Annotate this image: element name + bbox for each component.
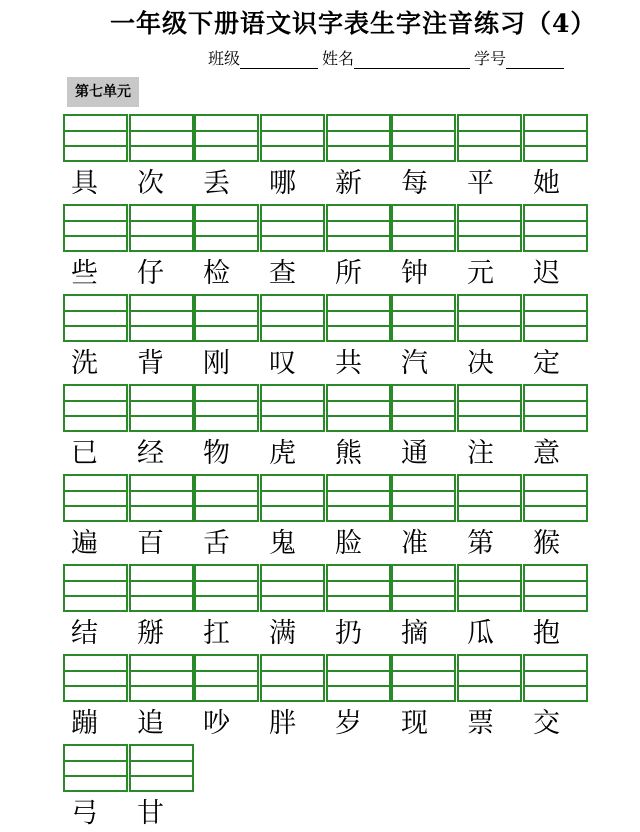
hanzi-character: 汽 — [401, 348, 428, 379]
hanzi-character: 蹦 — [71, 708, 98, 739]
pinyin-writing-cell[interactable] — [523, 474, 588, 522]
pinyin-writing-cell[interactable] — [326, 564, 391, 612]
hanzi-character: 哪 — [269, 168, 296, 199]
hanzi-character: 扛 — [203, 618, 230, 649]
pinyin-writing-cell[interactable] — [129, 114, 194, 162]
hanzi-character: 吵 — [203, 708, 230, 739]
hanzi-character: 掰 — [137, 618, 164, 649]
hanzi-character: 检 — [203, 258, 230, 289]
hanzi-character: 次 — [137, 168, 164, 199]
hanzi-character: 查 — [269, 258, 296, 289]
class-label: 班级 — [208, 49, 241, 68]
pinyin-writing-cell[interactable] — [63, 294, 128, 342]
pinyin-writing-cell[interactable] — [194, 384, 259, 432]
pinyin-writing-cell[interactable] — [391, 384, 456, 432]
pinyin-writing-cell[interactable] — [326, 474, 391, 522]
pinyin-writing-cell[interactable] — [391, 564, 456, 612]
pinyin-writing-cell[interactable] — [391, 294, 456, 342]
pinyin-writing-cell[interactable] — [194, 474, 259, 522]
pinyin-writing-cell[interactable] — [326, 654, 391, 702]
pinyin-writing-cell[interactable] — [523, 294, 588, 342]
pinyin-writing-cell[interactable] — [260, 294, 325, 342]
hanzi-character: 岁 — [335, 708, 362, 739]
hanzi-character: 弓 — [71, 798, 98, 829]
hanzi-character: 胖 — [269, 708, 296, 739]
hanzi-character: 洗 — [71, 348, 98, 379]
hanzi-character: 新 — [335, 168, 362, 199]
student-info-line — [208, 46, 628, 69]
name-blank — [354, 50, 470, 69]
character-row — [63, 797, 195, 831]
hanzi-character: 经 — [137, 438, 164, 469]
pinyin-writing-cell[interactable] — [391, 204, 456, 252]
pinyin-grid-row — [63, 204, 589, 252]
number-label: 学号 — [474, 49, 507, 68]
pinyin-writing-cell[interactable] — [63, 564, 128, 612]
character-row — [63, 707, 591, 741]
pinyin-grid-row — [63, 384, 589, 432]
hanzi-character: 共 — [335, 348, 362, 379]
character-row — [63, 257, 591, 291]
hanzi-character: 脸 — [335, 528, 362, 559]
pinyin-writing-cell[interactable] — [63, 384, 128, 432]
hanzi-character: 舌 — [203, 528, 230, 559]
pinyin-writing-cell[interactable] — [326, 114, 391, 162]
pinyin-writing-cell[interactable] — [457, 294, 522, 342]
pinyin-writing-cell[interactable] — [457, 474, 522, 522]
pinyin-writing-cell[interactable] — [129, 564, 194, 612]
pinyin-writing-cell[interactable] — [523, 384, 588, 432]
character-row — [63, 527, 591, 561]
name-label: 姓名 — [322, 49, 355, 68]
worksheet-title: 一年级下册语文识字表生字注音练习（4） — [110, 9, 597, 38]
hanzi-character: 意 — [533, 438, 560, 469]
hanzi-character: 熊 — [335, 438, 362, 469]
hanzi-character: 瓜 — [467, 618, 494, 649]
hanzi-character: 扔 — [335, 618, 362, 649]
hanzi-character: 仔 — [137, 258, 164, 289]
pinyin-writing-cell[interactable] — [129, 474, 194, 522]
class-blank — [240, 50, 318, 69]
pinyin-writing-cell[interactable] — [63, 114, 128, 162]
hanzi-character: 甘 — [137, 798, 164, 829]
pinyin-writing-cell[interactable] — [194, 114, 259, 162]
pinyin-writing-cell[interactable] — [260, 564, 325, 612]
number-blank — [506, 50, 564, 69]
pinyin-writing-cell[interactable] — [194, 204, 259, 252]
pinyin-grid-row — [63, 114, 589, 162]
hanzi-character: 百 — [137, 528, 164, 559]
pinyin-writing-cell[interactable] — [260, 654, 325, 702]
pinyin-writing-cell[interactable] — [63, 654, 128, 702]
pinyin-writing-cell[interactable] — [63, 744, 128, 792]
hanzi-character: 具 — [71, 168, 98, 199]
pinyin-writing-cell[interactable] — [523, 564, 588, 612]
hanzi-character: 抱 — [533, 618, 560, 649]
hanzi-character: 元 — [467, 258, 494, 289]
hanzi-character: 虎 — [269, 438, 296, 469]
pinyin-writing-cell[interactable] — [194, 294, 259, 342]
hanzi-character: 决 — [467, 348, 494, 379]
hanzi-character: 注 — [467, 438, 494, 469]
hanzi-character: 丢 — [203, 168, 230, 199]
pinyin-writing-cell[interactable] — [457, 384, 522, 432]
pinyin-writing-cell[interactable] — [63, 474, 128, 522]
pinyin-writing-cell[interactable] — [391, 114, 456, 162]
pinyin-writing-cell[interactable] — [457, 564, 522, 612]
pinyin-writing-cell[interactable] — [260, 384, 325, 432]
character-row — [63, 347, 591, 381]
pinyin-writing-cell[interactable] — [129, 294, 194, 342]
hanzi-character: 所 — [335, 258, 362, 289]
pinyin-writing-cell[interactable] — [129, 384, 194, 432]
hanzi-character: 准 — [401, 528, 428, 559]
character-row — [63, 617, 591, 651]
pinyin-grid-row — [63, 564, 589, 612]
hanzi-character: 票 — [467, 708, 494, 739]
hanzi-character: 背 — [137, 348, 164, 379]
pinyin-writing-cell[interactable] — [326, 294, 391, 342]
hanzi-character: 平 — [467, 168, 494, 199]
hanzi-character: 刚 — [203, 348, 230, 379]
pinyin-writing-cell[interactable] — [523, 654, 588, 702]
pinyin-writing-cell[interactable] — [523, 204, 588, 252]
character-row — [63, 437, 591, 471]
hanzi-character: 叹 — [269, 348, 296, 379]
pinyin-writing-cell[interactable] — [63, 204, 128, 252]
pinyin-writing-cell[interactable] — [194, 654, 259, 702]
pinyin-writing-cell[interactable] — [129, 654, 194, 702]
pinyin-grid-row — [63, 294, 589, 342]
pinyin-grid-row — [63, 744, 194, 792]
pinyin-grid-row — [63, 474, 589, 522]
pinyin-writing-cell[interactable] — [260, 204, 325, 252]
hanzi-character: 她 — [533, 168, 560, 199]
hanzi-character: 满 — [269, 618, 296, 649]
hanzi-character: 现 — [401, 708, 428, 739]
pinyin-writing-cell[interactable] — [326, 204, 391, 252]
pinyin-writing-cell[interactable] — [457, 204, 522, 252]
hanzi-character: 已 — [71, 438, 98, 469]
hanzi-character: 猴 — [533, 528, 560, 559]
hanzi-character: 第 — [467, 528, 494, 559]
hanzi-character: 物 — [203, 438, 230, 469]
pinyin-writing-cell[interactable] — [391, 654, 456, 702]
pinyin-writing-cell[interactable] — [260, 114, 325, 162]
pinyin-writing-cell[interactable] — [523, 114, 588, 162]
pinyin-writing-cell[interactable] — [194, 564, 259, 612]
character-row — [63, 167, 591, 201]
hanzi-character: 迟 — [533, 258, 560, 289]
hanzi-character: 每 — [401, 168, 428, 199]
hanzi-character: 交 — [533, 708, 560, 739]
unit-label: 第七单元 — [67, 77, 139, 107]
pinyin-writing-cell[interactable] — [129, 744, 194, 792]
pinyin-writing-cell[interactable] — [391, 474, 456, 522]
hanzi-character: 遍 — [71, 528, 98, 559]
hanzi-character: 钟 — [401, 258, 428, 289]
pinyin-writing-cell[interactable] — [260, 474, 325, 522]
hanzi-character: 鬼 — [269, 528, 296, 559]
hanzi-character: 结 — [71, 618, 98, 649]
pinyin-grid-row — [63, 654, 589, 702]
pinyin-writing-cell[interactable] — [457, 654, 522, 702]
hanzi-character: 摘 — [401, 618, 428, 649]
pinyin-writing-cell[interactable] — [457, 114, 522, 162]
hanzi-character: 定 — [533, 348, 560, 379]
hanzi-character: 追 — [137, 708, 164, 739]
pinyin-writing-cell[interactable] — [326, 384, 391, 432]
hanzi-character: 些 — [71, 258, 98, 289]
hanzi-character: 通 — [401, 438, 428, 469]
pinyin-writing-cell[interactable] — [129, 204, 194, 252]
